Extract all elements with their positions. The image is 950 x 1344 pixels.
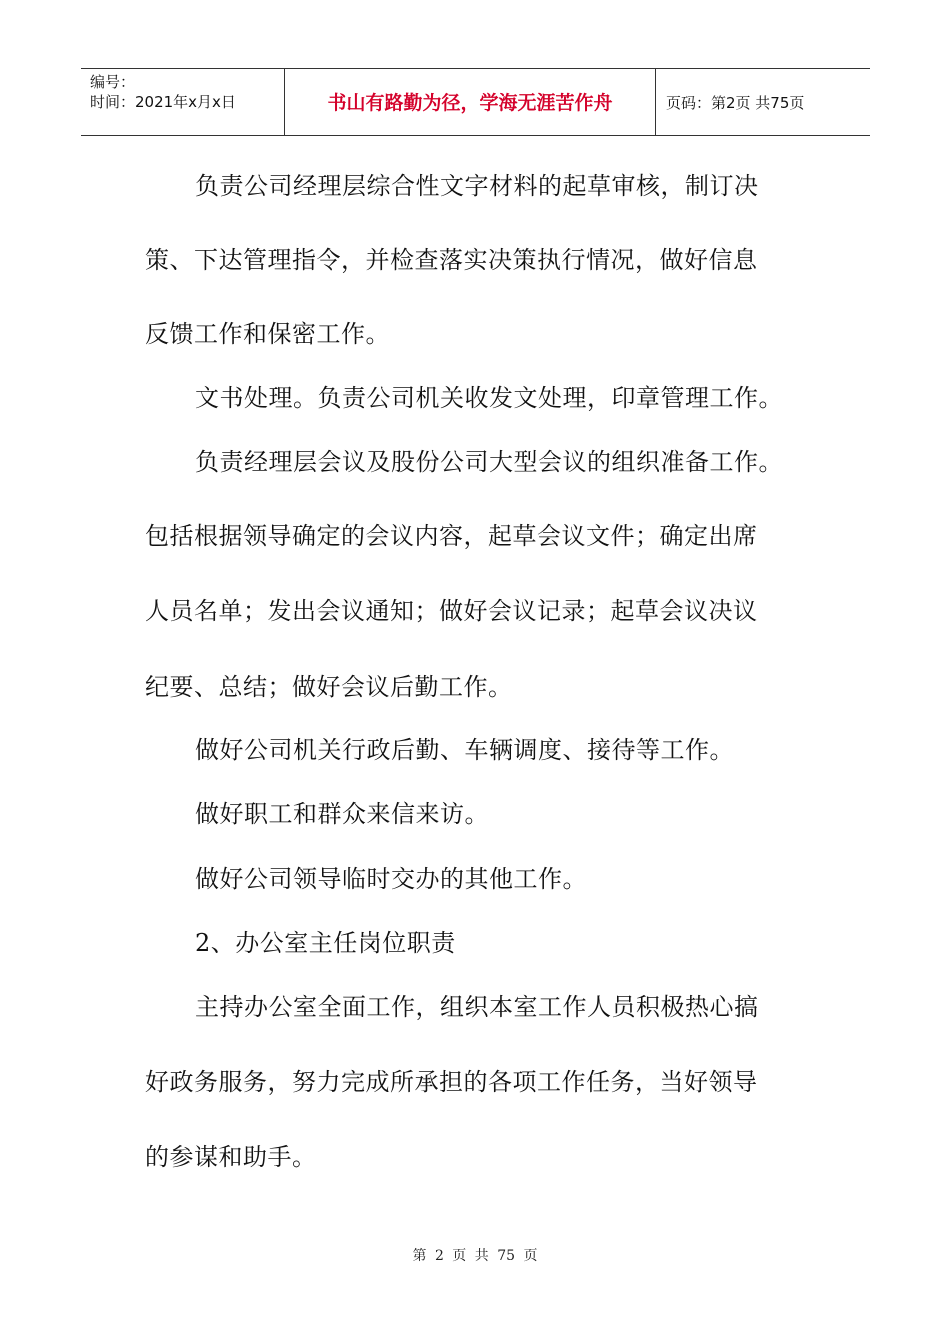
body-line: 包括根据领导确定的会议内容，起草会议文件；确定出席 [145, 522, 758, 550]
page-footer: 第 2 页 共 75 页 [412, 1248, 538, 1264]
body-line: 反馈工作和保密工作。 [145, 320, 390, 348]
header-motto: 书山有路勤为径，学海无涯苦作舟 [327, 92, 613, 114]
document-time-label: 时间：2021年x月x日 [90, 93, 236, 111]
section-heading: 2、办公室主任岗位职责 [195, 929, 456, 957]
body-line: 好政务服务，努力完成所承担的各项工作任务，当好领导 [145, 1068, 758, 1096]
body-line: 负责公司经理层综合性文字材料的起草审核，制订决 [195, 172, 759, 200]
body-line: 纪要、总结；做好会议后勤工作。 [145, 673, 513, 701]
header-motto-cell [284, 69, 656, 135]
body-line: 文书处理。负责公司机关收发文处理，印章管理工作。 [195, 384, 783, 412]
header-page-cell [656, 69, 870, 135]
body-line: 策、下达管理指令，并检查落实决策执行情况，做好信息 [145, 246, 758, 274]
document-number-label: 编号： [90, 73, 136, 91]
body-line: 做好公司领导临时交办的其他工作。 [195, 865, 587, 893]
body-line: 人员名单；发出会议通知；做好会议记录；起草会议决议 [145, 597, 758, 625]
body-line: 做好公司机关行政后勤、车辆调度、接待等工作。 [195, 736, 734, 764]
page-header [81, 68, 870, 136]
header-meta-cell [81, 69, 284, 135]
body-line: 负责经理层会议及股份公司大型会议的组织准备工作。 [195, 448, 783, 476]
header-page-info: 页码：第2页 共75页 [666, 94, 805, 112]
body-line: 做好职工和群众来信来访。 [195, 800, 489, 828]
body-line: 主持办公室全面工作，组织本室工作人员积极热心搞 [195, 993, 759, 1021]
body-line: 的参谋和助手。 [145, 1143, 317, 1171]
